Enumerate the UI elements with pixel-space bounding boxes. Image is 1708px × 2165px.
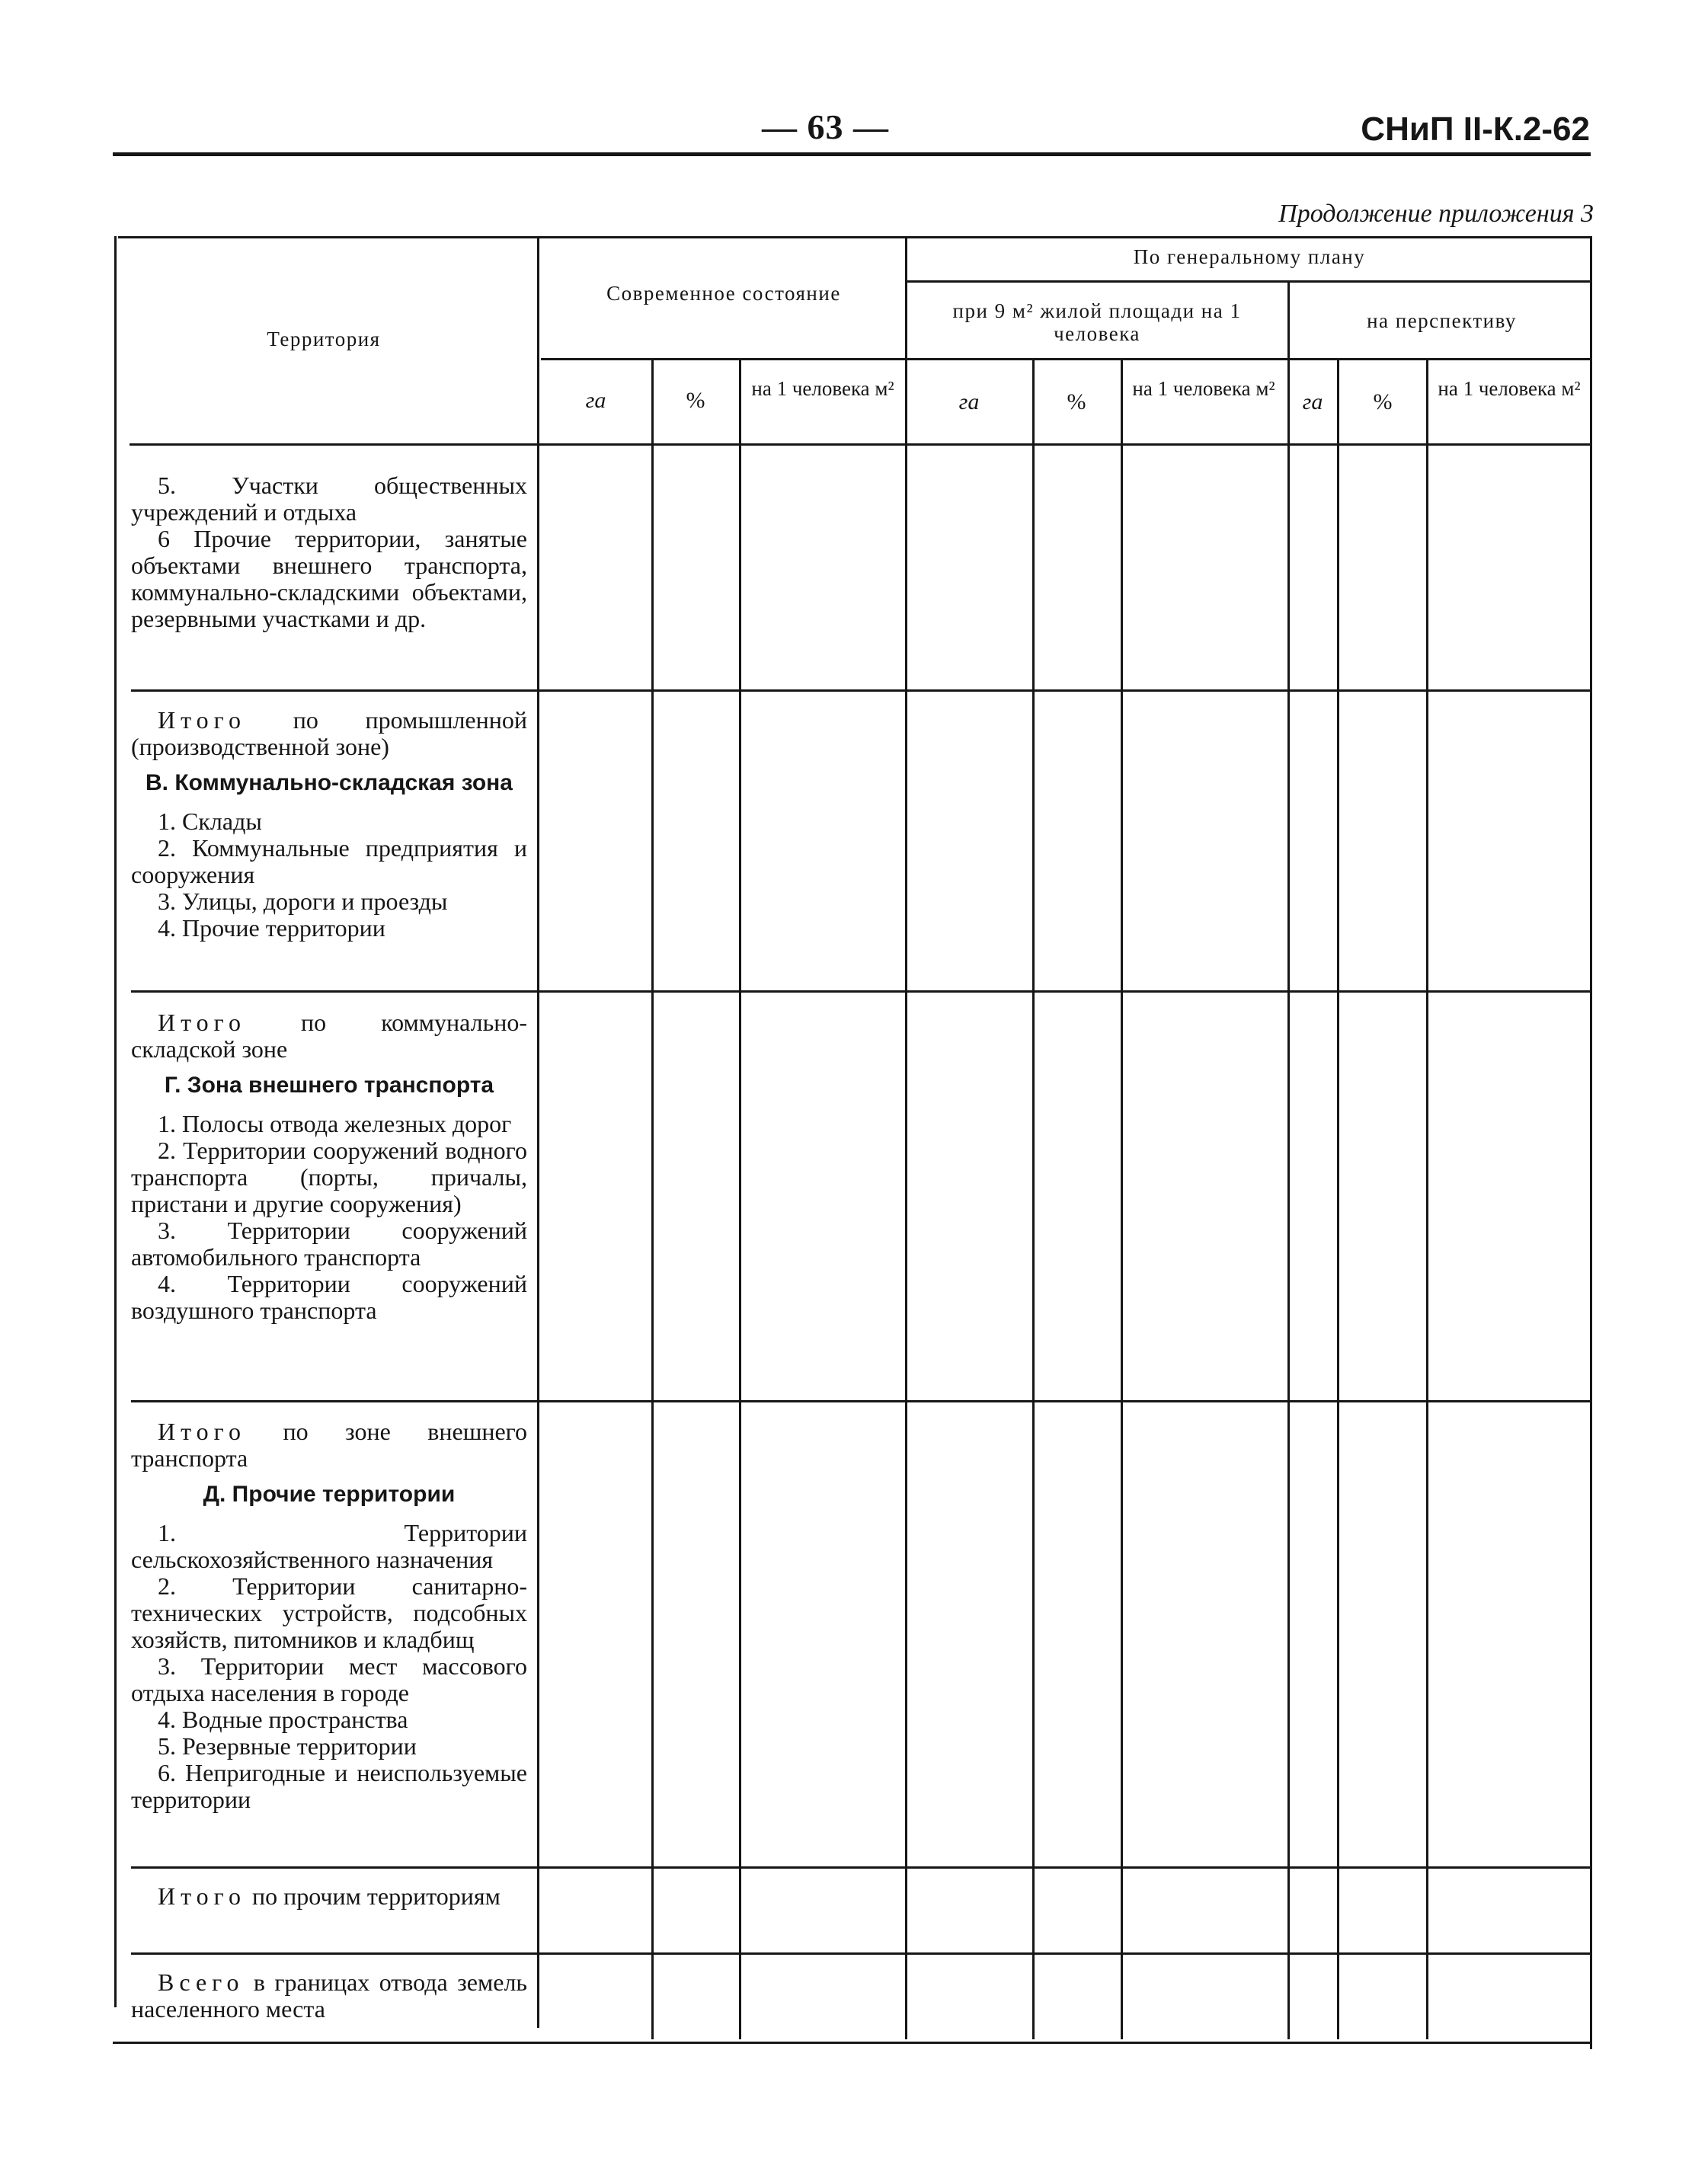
- table-row-label: 5. Участки общественных учреждений и отдыха: [131, 472, 527, 526]
- unit-per-person-current: на 1 человека м²: [751, 377, 894, 400]
- table-row-label: 3. Улицы, дороги и проезды: [158, 887, 448, 915]
- total-label-rest: по промышленной (производственной зоне): [131, 706, 527, 760]
- continuation-note: Продолжение приложения 3: [1278, 200, 1594, 228]
- column-rule-3: [905, 236, 907, 2039]
- row-separator: [131, 689, 1591, 692]
- column-rule-8: [1426, 360, 1428, 2039]
- table-row-label: 2. Территории санитарно-технических устройств, подсобных хозяйств, питомников и кладбищ: [131, 1572, 527, 1653]
- column-header-at-9m2: при 9 м² жилой площади на 1 человека: [952, 299, 1242, 345]
- row-separator: [131, 1952, 1591, 1955]
- territory-block-b-continued: [131, 472, 527, 632]
- table-row-label: 2. Территории сооружений водного транспорта (порты, причалы, пристани и другие сооружения): [131, 1137, 527, 1217]
- header-rule: [113, 152, 1591, 156]
- column-header-current-state: Современное состояние: [606, 282, 841, 305]
- unit-pct-perspective: %: [1373, 389, 1393, 414]
- unit-ha-current: га: [585, 388, 606, 413]
- unit-ha-perspective: га: [1302, 389, 1323, 414]
- table-row-label: 1. Склады: [158, 807, 262, 835]
- table-row-label: 6 Прочие территории, занятые объектами внешнего транспорта, коммунально-складскими объектами, резервными участками и др.: [131, 525, 527, 632]
- table-row-label: 4. Водные пространства: [158, 1706, 408, 1733]
- unit-ha-9m2: га: [958, 389, 980, 414]
- section-heading: В. Коммунально-складская зона: [146, 770, 513, 795]
- territory-block-g: [131, 1009, 527, 1324]
- table-row-label: 1. Полосы отвода железных дорог: [158, 1110, 512, 1137]
- table-row-label: [131, 707, 527, 760]
- table-row-label: 4. Территории сооружений воздушного транспорта: [131, 1270, 527, 1324]
- unit-per-person-perspective: на 1 человека м²: [1438, 377, 1581, 400]
- row-separator: [131, 990, 1591, 993]
- table-row-label: [131, 1009, 527, 1063]
- total-label: Итого: [158, 706, 246, 734]
- unit-pct-9m2: %: [1067, 389, 1086, 414]
- table-right-rule: [1590, 236, 1592, 2049]
- column-rule-5: [1121, 360, 1123, 2039]
- column-rule-6: [1287, 443, 1290, 2039]
- column-rule-territory: [537, 236, 539, 2028]
- document-code: СНиП II-К.2-62: [1361, 110, 1590, 148]
- column-header-perspective: на перспективу: [1367, 309, 1517, 332]
- general-plan-rule: [905, 280, 1591, 283]
- section-heading: Д. Прочие территории: [203, 1482, 456, 1507]
- table-row-label: 4. Прочие территории: [158, 914, 385, 942]
- table-left-rule: [114, 236, 117, 2007]
- table-row-label: 2. Коммунальные предприятия и сооружения: [131, 834, 527, 888]
- table-bottom-rule: [113, 2042, 1592, 2044]
- territory-block-v: [131, 707, 527, 942]
- table-row-label: 3. Территории сооружений автомобильного транспорта: [131, 1217, 527, 1271]
- column-rule-4: [1032, 360, 1035, 2039]
- table-row-label: 6. Непригодные и неиспользуемые территории: [131, 1759, 527, 1813]
- total-label-rest: по коммунально-складской зоне: [131, 1009, 527, 1063]
- table-row-label: [131, 1418, 527, 1472]
- column-rule-2: [739, 360, 741, 2039]
- total-label-rest: по прочим территориям: [246, 1882, 501, 1910]
- table-row-label: 3. Территории мест массового отдыха населения в городе: [131, 1652, 527, 1706]
- territory-total-other: [131, 1883, 527, 1910]
- table-top-rule: [118, 236, 1592, 238]
- page-number: — 63 —: [762, 107, 889, 146]
- header-divider-perspective: [1287, 282, 1290, 443]
- table-row-label: 1. Территории сельскохозяйственного назначения: [131, 1519, 527, 1573]
- territory-grand-total: [131, 1969, 527, 2023]
- unit-pct-current: %: [686, 388, 705, 413]
- table-row-label: [131, 1883, 527, 1910]
- grand-total-label-rest: в границах отвода земель населенного места: [131, 1968, 527, 2023]
- units-top-rule: [541, 358, 1591, 360]
- total-label: Итого: [158, 1882, 246, 1910]
- column-rule-7: [1337, 360, 1339, 2039]
- total-label: Итого: [158, 1418, 246, 1445]
- header-bottom-rule: [130, 443, 1591, 446]
- table-row-label: [131, 1969, 527, 2023]
- row-separator: [131, 1400, 1591, 1402]
- row-separator: [131, 1866, 1591, 1869]
- unit-per-person-9m2: на 1 человека м²: [1132, 377, 1275, 400]
- territory-block-d: [131, 1418, 527, 1813]
- column-header-general-plan: По генеральному плану: [1133, 245, 1366, 268]
- column-rule-1: [651, 360, 654, 2039]
- total-label-rest: по зоне внешнего транспорта: [131, 1418, 527, 1472]
- section-heading: Г. Зона внешнего транспорта: [164, 1073, 494, 1098]
- table-row-label: 5. Резервные территории: [158, 1732, 417, 1760]
- total-label: Итого: [158, 1009, 246, 1036]
- grand-total-label: Всего: [158, 1968, 245, 1996]
- column-header-territory: Территория: [267, 328, 381, 350]
